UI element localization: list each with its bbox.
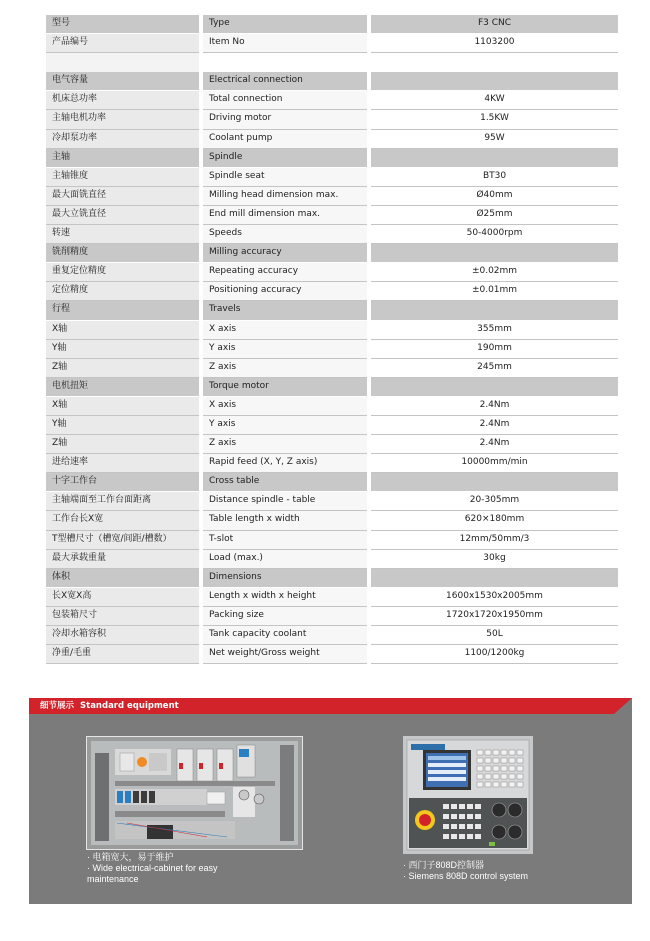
spec-value: 1600x1530x2005mm	[371, 588, 618, 607]
spec-row	[46, 340, 618, 359]
spec-label-zh: 主轴电机功率	[46, 110, 199, 129]
spec-row	[46, 187, 618, 206]
spec-value: 355mm	[371, 321, 618, 340]
spec-row	[46, 626, 618, 645]
spec-label-zh: 冷却水箱容积	[46, 626, 199, 645]
spec-value: 12mm/50mm/3	[371, 531, 618, 550]
spec-row	[46, 110, 618, 129]
spec-row	[46, 53, 618, 72]
spec-row	[46, 168, 618, 187]
spec-label-en: X axis	[203, 321, 367, 340]
spec-value: 10000mm/min	[371, 454, 618, 473]
spec-value: 4KW	[371, 91, 618, 110]
spec-value: 50-4000rpm	[371, 225, 618, 244]
cabinet-caption-zh: · 电箱宽大，易于维护	[87, 852, 174, 862]
spec-value: 2.4Nm	[371, 416, 618, 435]
spec-label-en: Table length x width	[203, 511, 367, 530]
spec-label-zh: 长X宽X高	[46, 588, 199, 607]
spec-row	[46, 282, 618, 301]
spec-value: 620×180mm	[371, 511, 618, 530]
spec-label-en: Speeds	[203, 225, 367, 244]
siemens-controller-photo	[403, 736, 533, 854]
spec-value: 2.4Nm	[371, 435, 618, 454]
spec-value	[371, 149, 618, 168]
spec-label-en: Torque motor	[203, 378, 367, 397]
spec-value: Ø40mm	[371, 187, 618, 206]
spec-row	[46, 588, 618, 607]
spec-label-en: End mill dimension max.	[203, 206, 367, 225]
cabinet-caption-en-cont: maintenance	[87, 874, 139, 884]
spec-label-en: Repeating accuracy	[203, 263, 367, 282]
spec-row	[46, 550, 618, 569]
spec-row	[46, 416, 618, 435]
spec-label-zh: Z轴	[46, 435, 199, 454]
cabinet-caption	[87, 852, 287, 885]
spec-label-zh: 转速	[46, 225, 199, 244]
spec-value: 190mm	[371, 340, 618, 359]
spec-row	[46, 607, 618, 626]
spec-value: 1100/1200kg	[371, 645, 618, 664]
spec-section-row	[46, 301, 618, 320]
spec-value	[371, 569, 618, 588]
spec-label-en: Y axis	[203, 340, 367, 359]
spec-row	[46, 91, 618, 110]
spec-row	[46, 359, 618, 378]
spec-table	[46, 15, 618, 664]
spec-label-en: X axis	[203, 397, 367, 416]
spec-row	[46, 397, 618, 416]
spec-value: 95W	[371, 130, 618, 149]
spec-row	[46, 225, 618, 244]
spec-label-zh: T型槽尺寸（槽宽/间距/槽数）	[46, 531, 199, 550]
spec-label-zh: 定位精度	[46, 282, 199, 301]
spec-label-zh: X轴	[46, 321, 199, 340]
spec-value	[371, 473, 618, 492]
spec-value	[371, 72, 618, 91]
spec-value: 30kg	[371, 550, 618, 569]
spec-label-zh: 产品编号	[46, 34, 199, 53]
spec-value: 20-305mm	[371, 492, 618, 511]
spec-label-zh: 电气容量	[46, 72, 199, 91]
spec-label-en: Milling head dimension max.	[203, 187, 367, 206]
spec-label-en: Tank capacity coolant	[203, 626, 367, 645]
spec-label-zh: 主轴端面至工作台面距离	[46, 492, 199, 511]
spec-label-zh: 行程	[46, 301, 199, 320]
cabinet-caption-en: · Wide electrical-cabinet for easy	[87, 863, 218, 873]
spec-row	[46, 321, 618, 340]
spec-row	[46, 454, 618, 473]
spec-label-zh: 最大立铣直径	[46, 206, 199, 225]
spec-value: 50L	[371, 626, 618, 645]
spec-row	[46, 645, 618, 664]
spec-label-en: Driving motor	[203, 110, 367, 129]
spec-label-zh	[46, 53, 199, 72]
spec-label-zh: X轴	[46, 397, 199, 416]
spec-label-zh: 重复定位精度	[46, 263, 199, 282]
spec-value: Ø25mm	[371, 206, 618, 225]
spec-row	[46, 531, 618, 550]
spec-value	[371, 244, 618, 263]
spec-label-zh: 铣削精度	[46, 244, 199, 263]
spec-label-en: Length x width x height	[203, 588, 367, 607]
spec-value	[371, 53, 618, 72]
spec-label-zh: 包装箱尺寸	[46, 607, 199, 626]
spec-label-zh: 进给速率	[46, 454, 199, 473]
spec-label-zh: 电机扭矩	[46, 378, 199, 397]
spec-section-row	[46, 569, 618, 588]
spec-label-zh: 主轴	[46, 149, 199, 168]
spec-label-zh: Y轴	[46, 340, 199, 359]
spec-label-en: Spindle	[203, 149, 367, 168]
spec-value: ±0.02mm	[371, 263, 618, 282]
spec-row	[46, 263, 618, 282]
spec-label-en: Milling accuracy	[203, 244, 367, 263]
spec-label-en: Total connection	[203, 91, 367, 110]
spec-section-row	[46, 72, 618, 91]
spec-value: 1.5KW	[371, 110, 618, 129]
spec-row	[46, 206, 618, 225]
spec-value: 1720x1720x1950mm	[371, 607, 618, 626]
spec-label-en: Packing size	[203, 607, 367, 626]
spec-label-en: Coolant pump	[203, 130, 367, 149]
section-title-zh: 细节展示	[40, 701, 75, 711]
spec-value	[371, 301, 618, 320]
spec-label-zh: 体积	[46, 569, 199, 588]
spec-label-en: Z axis	[203, 359, 367, 378]
spec-row	[46, 435, 618, 454]
spec-label-en: Distance spindle - table	[203, 492, 367, 511]
electrical-cabinet-photo	[86, 736, 303, 850]
spec-value: 2.4Nm	[371, 397, 618, 416]
spec-value: 1103200	[371, 34, 618, 53]
spec-value: BT30	[371, 168, 618, 187]
section-title-en: Standard equipment	[80, 701, 179, 711]
spec-label-en: Travels	[203, 301, 367, 320]
spec-label-zh: 最大承载重量	[46, 550, 199, 569]
spec-section-row	[46, 378, 618, 397]
spec-label-en: Type	[203, 15, 367, 34]
spec-label-en: Item No	[203, 34, 367, 53]
section-banner	[29, 698, 632, 714]
spec-row	[46, 511, 618, 530]
spec-label-zh: 冷却泵功率	[46, 130, 199, 149]
controller-caption-en: · Siemens 808D control system	[403, 871, 529, 881]
spec-label-zh: 工作台长X宽	[46, 511, 199, 530]
spec-label-en: Z axis	[203, 435, 367, 454]
spec-section-row	[46, 244, 618, 263]
spec-label-zh: Y轴	[46, 416, 199, 435]
spec-value: 245mm	[371, 359, 618, 378]
spec-label-en: Y axis	[203, 416, 367, 435]
spec-label-en: Cross table	[203, 473, 367, 492]
spec-label-zh: 机床总功率	[46, 91, 199, 110]
spec-label-zh: 型号	[46, 15, 199, 34]
spec-section-row	[46, 149, 618, 168]
spec-value: ±0.01mm	[371, 282, 618, 301]
standard-equipment-section	[29, 698, 632, 904]
spec-label-zh: 最大面铣直径	[46, 187, 199, 206]
spec-row	[46, 34, 618, 53]
spec-row	[46, 130, 618, 149]
spec-label-zh: 主轴锥度	[46, 168, 199, 187]
controller-caption	[403, 860, 623, 882]
spec-value: F3 CNC	[371, 15, 618, 34]
spec-label-en: T-slot	[203, 531, 367, 550]
spec-label-en: Spindle seat	[203, 168, 367, 187]
spec-label-zh: 净重/毛重	[46, 645, 199, 664]
spec-label-zh: Z轴	[46, 359, 199, 378]
spec-label-en	[203, 53, 367, 72]
spec-label-zh: 十字工作台	[46, 473, 199, 492]
spec-label-en: Positioning accuracy	[203, 282, 367, 301]
section-title	[40, 700, 179, 712]
spec-row	[46, 492, 618, 511]
spec-label-en: Load (max.)	[203, 550, 367, 569]
spec-label-en: Electrical connection	[203, 72, 367, 91]
spec-label-en: Dimensions	[203, 569, 367, 588]
spec-value	[371, 378, 618, 397]
spec-section-row	[46, 15, 618, 34]
spec-label-en: Net weight/Gross weight	[203, 645, 367, 664]
spec-label-en: Rapid feed (X, Y, Z axis)	[203, 454, 367, 473]
controller-caption-zh: · 西门子808D控制器	[403, 860, 485, 870]
spec-section-row	[46, 473, 618, 492]
